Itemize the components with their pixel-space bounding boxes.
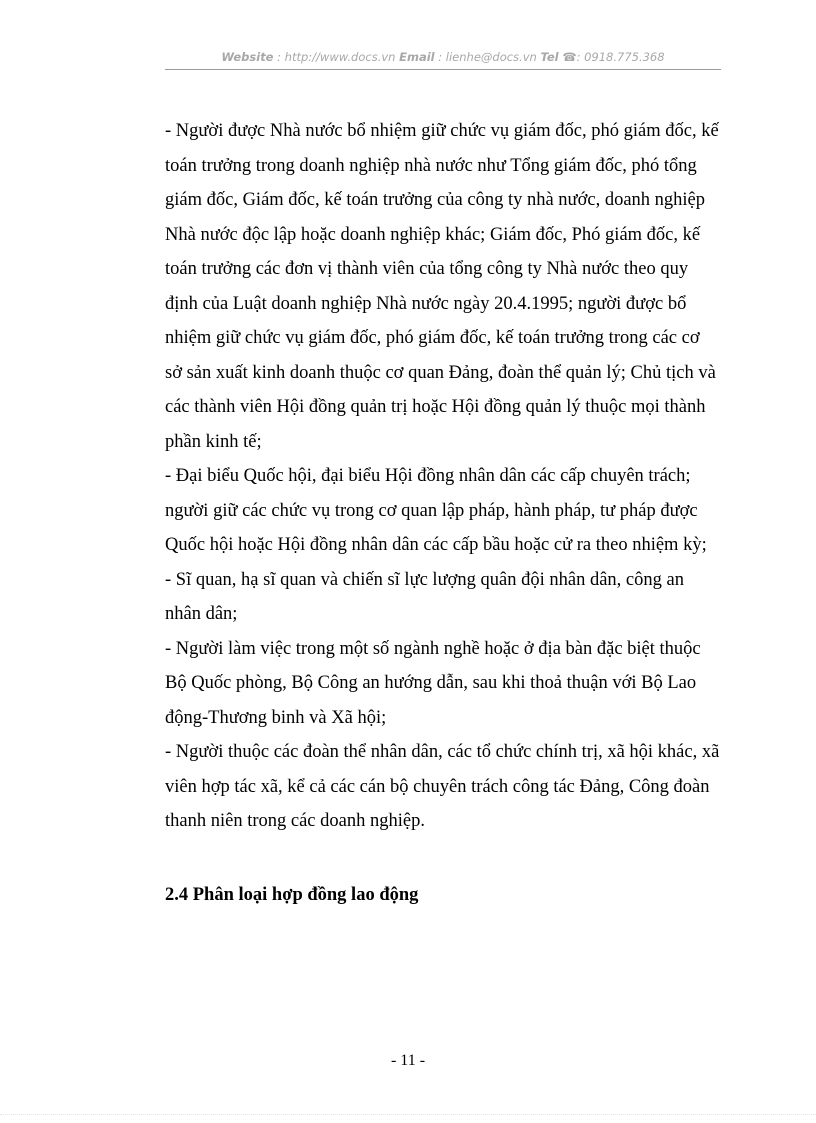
footer-divider	[0, 1114, 816, 1115]
document-body	[165, 114, 721, 839]
website-label: Website	[221, 50, 274, 64]
paragraph: - Người thuộc các đoàn thể nhân dân, các tổ chức chính trị, xã hội khác, xã viên hợp tác xã, kể cả các cán bộ chuyên trách công tác Đảng, Công đoàn thanh niên trong các doanh nghiệp.	[165, 742, 720, 831]
paragraph: - Đại biểu Quốc hội, đại biểu Hội đồng nhân dân các cấp chuyên trách; người giữ các chức vụ trong cơ quan lập pháp, hành pháp, tư pháp được Quốc hội hoặc Hội đồng nhân dân các cấp bầu hoặc cử ra theo nhiệm kỳ;	[165, 466, 707, 555]
email-label: Email	[399, 50, 435, 64]
tel-label: Tel	[540, 50, 559, 64]
paragraph: - Người làm việc trong một số ngành nghề hoặc ở địa bàn đặc biệt thuộc Bộ Quốc phòng, Bộ Công an hướng dẫn, sau khi thoả thuận với Bộ Lao động-Thương binh và Xã hội;	[165, 638, 701, 728]
page-header	[165, 50, 721, 70]
paragraph: - Người được Nhà nước bổ nhiệm giữ chức vụ giám đốc, phó giám đốc, kế toán trưởng trong doanh nghiệp nhà nước như Tổng giám đốc, phó tổng giám đốc, Giám đốc, kế toán trưởng của công ty nhà nước, doanh nghiệp Nhà nước độc lập hoặc doanh nghiệp khác; Giám đốc, Phó giám đốc, kế toán trưởng các đơn vị thành viên của tổng công ty Nhà nước theo quy định của Luật doanh nghiệp Nhà nước ngày 20.4.1995; người được bổ nhiệm giữ chức vụ giám đốc, phó giám đốc, kế toán trưởng trong các cơ sở sản xuất kinh doanh thuộc cơ quan Đảng, đoàn thể quản lý; Chủ tịch và các thành viên Hội đồng quản trị hoặc Hội đồng quản lý thuộc mọi thành phần kinh tế;	[165, 121, 719, 452]
header-divider	[165, 69, 721, 70]
paragraph: - Sĩ quan, hạ sĩ quan và chiến sĩ lực lượng quân đội nhân dân, công an nhân dân;	[165, 569, 684, 624]
section-heading: 2.4 Phân loại hợp đồng lao động	[165, 885, 419, 905]
email-address[interactable]: : lienhe@docs.vn	[438, 50, 537, 64]
phone-icon: ☎	[562, 50, 577, 64]
page-number: - 11 -	[390, 1052, 426, 1069]
tel-number: : 0918.775.368	[576, 50, 665, 64]
website-url[interactable]: : http://www.docs.vn	[277, 50, 396, 64]
